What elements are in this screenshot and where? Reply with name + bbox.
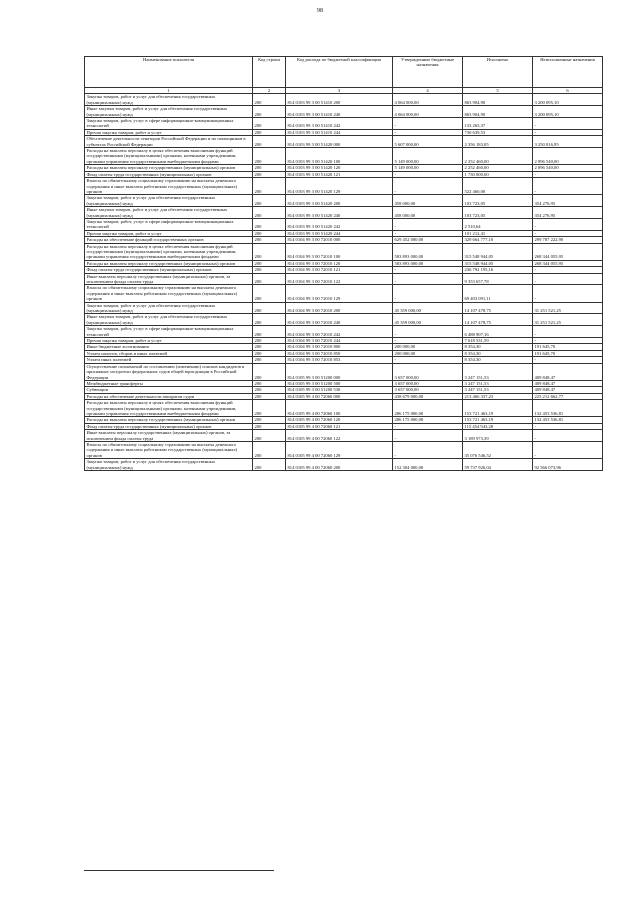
cell-unexecuted: 132 453 536,81 — [533, 417, 603, 423]
cell-executed: 14 107 478,75 — [463, 314, 533, 326]
cell-name: Иные закупки товаров, работ и услуг для обеспечения государственных (муниципальных) нужд — [85, 106, 253, 118]
cell-approved: 438 679 000,00 — [393, 393, 463, 399]
cell-unexecuted: - — [533, 357, 603, 363]
table-row — [85, 363, 603, 380]
column-number: 3 — [286, 88, 393, 94]
table-row — [85, 94, 603, 106]
cell-code: 200 — [253, 273, 286, 285]
cell-name: Взносы по обязательному социальному страхованию на выплаты денежного содержания и иные выплаты работникам государственных (муниципальных) органов — [85, 285, 253, 302]
cell-code: 200 — [253, 314, 286, 326]
cell-code: 200 — [253, 118, 286, 130]
cell-executed: 730 639,53 — [463, 129, 533, 135]
cell-kbk: 814 0103 99 3 00 51420 244 — [286, 230, 393, 236]
column-number: 6 — [533, 88, 603, 94]
cell-kbk: 814 0104 99 3 00 72010 129 — [286, 285, 393, 302]
cell-kbk: 814 0105 99 4 00 72060 200 — [286, 459, 393, 471]
cell-kbk: 814 0105 99 3 00 51200 530 — [286, 387, 393, 393]
cell-kbk: 814 0104 99 3 00 72010 100 — [286, 243, 393, 260]
cell-executed: 8 354,30 — [463, 350, 533, 356]
cell-name: Иные бюджетные ассигнования — [85, 344, 253, 350]
cell-unexecuted: - — [533, 218, 603, 230]
table-header-row — [85, 57, 603, 88]
cell-approved: 5 149 000,00 — [393, 148, 463, 165]
cell-name: Закупка товаров, работ, услуг в сфере информационно-коммуникационных технологий — [85, 118, 253, 130]
cell-name: Субвенции — [85, 387, 253, 393]
cell-executed: 3 247 151,53 — [463, 363, 533, 380]
cell-approved: - — [393, 338, 463, 344]
cell-approved: - — [393, 230, 463, 236]
cell-kbk: 814 0105 99 4 00 72060 122 — [286, 430, 393, 442]
cell-kbk: 814 0104 99 3 00 72010 240 — [286, 314, 393, 326]
cell-approved: - — [393, 441, 463, 458]
cell-name: Расходы на выплаты персоналу в целях обеспечения выполнения функций государственными (муниципальными) органами, казенными учреждениями, органами управления государственными внебюджетными фондами — [85, 148, 253, 165]
cell-kbk: 814 0103 99 3 00 51420 242 — [286, 218, 393, 230]
cell-executed: 101 212,41 — [463, 230, 533, 236]
cell-executed: 213 466 337,23 — [463, 393, 533, 399]
cell-kbk: 814 0103 99 3 00 51410 200 — [286, 94, 393, 106]
table-row — [85, 178, 603, 195]
cell-code: 200 — [253, 136, 286, 148]
table-body — [85, 94, 603, 471]
cell-kbk: 814 0103 99 3 00 51420 120 — [286, 165, 393, 171]
cell-unexecuted: 3 200 095,10 — [533, 106, 603, 118]
cell-name: Закупка товаров, работ и услуг для обеспечения государственных (муниципальных) нужд — [85, 94, 253, 106]
table-row — [85, 441, 603, 458]
cell-approved: 200 000,00 — [393, 350, 463, 356]
page-number: 98 — [317, 8, 323, 14]
cell-approved: - — [393, 273, 463, 285]
cell-unexecuted: - — [533, 441, 603, 458]
cell-name: Фонд оплаты труда государственных (муниципальных) органов — [85, 423, 253, 429]
cell-name: Закупка товаров, работ и услуг для обеспечения государственных (муниципальных) нужд — [85, 302, 253, 314]
cell-approved: - — [393, 118, 463, 130]
cell-unexecuted: 409 848,47 — [533, 380, 603, 386]
cell-executed: 7 618 531,59 — [463, 338, 533, 344]
table-row — [85, 148, 603, 165]
cell-code: 200 — [253, 243, 286, 260]
cell-executed: 9 353 657,78 — [463, 273, 533, 285]
cell-name: Иные закупки товаров, работ и услуг для обеспечения государственных (муниципальных) нужд — [85, 314, 253, 326]
table-row — [85, 243, 603, 260]
cell-kbk: 814 0104 99 3 00 72010 200 — [286, 302, 393, 314]
table-row — [85, 195, 603, 207]
cell-unexecuted: 354 276,95 — [533, 207, 603, 219]
cell-code: 200 — [253, 285, 286, 302]
cell-kbk: 814 0105 99 4 00 72060 120 — [286, 417, 393, 423]
cell-code: 200 — [253, 430, 286, 442]
cell-kbk: 814 0105 99 4 00 72060 100 — [286, 400, 393, 417]
cell-kbk: 814 0104 99 3 00 72010 850 — [286, 350, 393, 356]
table-row — [85, 400, 603, 417]
cell-name: Взносы по обязательному социальному страхованию на выплаты денежного содержания и иные выплаты работникам государственных (муниципальных) органов — [85, 441, 253, 458]
cell-approved: 583 893 000,00 — [393, 243, 463, 260]
cell-code: 200 — [253, 267, 286, 273]
cell-kbk: 814 0105 99 4 00 72060 121 — [286, 423, 393, 429]
cell-kbk: 814 0103 99 3 00 51410 240 — [286, 106, 393, 118]
cell-approved: - — [393, 285, 463, 302]
cell-unexecuted: 92 566 073,96 — [533, 459, 603, 471]
cell-unexecuted: 2 896 540,00 — [533, 148, 603, 165]
cell-unexecuted: 409 848,47 — [533, 387, 603, 393]
cell-executed: 8 354,30 — [463, 344, 533, 350]
column-number: 1 — [85, 88, 253, 94]
cell-executed: 2 510,64 — [463, 218, 533, 230]
cell-executed: 522 460,00 — [463, 178, 533, 195]
cell-name: Иные выплаты персоналу государственных (муниципальных) органов, за исключением фонда оплаты труда — [85, 273, 253, 285]
cell-name: Расходы на выплаты персоналу государственных (муниципальных) органов — [85, 165, 253, 171]
cell-approved: 5 149 000,00 — [393, 165, 463, 171]
cell-approved: - — [393, 267, 463, 273]
cell-kbk: 814 0104 99 3 00 72010 853 — [286, 357, 393, 363]
cell-executed: 69 403 091,11 — [463, 285, 533, 302]
table-row — [85, 430, 603, 442]
cell-unexecuted: - — [533, 326, 603, 338]
cell-code: 200 — [253, 94, 286, 106]
cell-name: Прочая закупка товаров, работ и услуг — [85, 230, 253, 236]
cell-name: Закупка товаров, работ и услуг для обеспечения государственных (муниципальных) нужд — [85, 195, 253, 207]
cell-approved: 45 359 000,00 — [393, 302, 463, 314]
cell-unexecuted: - — [533, 178, 603, 195]
cell-executed: 3 247 151,53 — [463, 380, 533, 386]
cell-kbk: 814 0104 99 3 00 72010 244 — [286, 338, 393, 344]
cell-code: 200 — [253, 302, 286, 314]
cell-unexecuted: 225 212 662,77 — [533, 393, 603, 399]
cell-code: 200 — [253, 237, 286, 243]
cell-name: Уплата налогов, сборов и иных платежей — [85, 350, 253, 356]
cell-code: 200 — [253, 106, 286, 118]
cell-executed: 1 730 000,00 — [463, 171, 533, 177]
cell-approved: - — [393, 430, 463, 442]
cell-executed: 3 189 973,39 — [463, 430, 533, 442]
cell-executed: 863 904,90 — [463, 94, 533, 106]
cell-executed: 103 723,05 — [463, 207, 533, 219]
cell-name: Обеспечение деятельности сенаторов Российской Федерации и их помощников в субъектах Российской Федерации — [85, 136, 253, 148]
table-row — [85, 118, 603, 130]
cell-code: 200 — [253, 380, 286, 386]
cell-approved: 458 000,00 — [393, 195, 463, 207]
cell-code: 200 — [253, 350, 286, 356]
cell-executed: 6 488 907,16 — [463, 326, 533, 338]
cell-unexecuted: 299 787 222,90 — [533, 237, 603, 243]
column-number: 2 — [253, 88, 286, 94]
cell-kbk: 814 0105 99 3 00 51200 500 — [286, 380, 393, 386]
table-row — [85, 285, 603, 302]
cell-code: 200 — [253, 171, 286, 177]
cell-approved: 286 175 000,00 — [393, 400, 463, 417]
cell-unexecuted: 31 251 521,25 — [533, 302, 603, 314]
header-budget-code: Код расхода по бюджетной классификации — [286, 57, 393, 88]
cell-unexecuted: - — [533, 171, 603, 177]
cell-name: Прочая закупка товаров, работ и услуг — [85, 338, 253, 344]
cell-executed: 133 265,37 — [463, 118, 533, 130]
cell-code: 200 — [253, 165, 286, 171]
cell-kbk: 814 0104 99 3 00 72010 000 — [286, 237, 393, 243]
cell-name: Расходы на выплаты персоналу государственных (муниципальных) органов — [85, 417, 253, 423]
cell-unexecuted: 132 453 536,81 — [533, 400, 603, 417]
cell-executed: 115 454 943,28 — [463, 423, 533, 429]
header-unexecuted: Неисполненные назначения — [533, 57, 603, 88]
cell-kbk: 814 0104 99 3 00 72010 122 — [286, 273, 393, 285]
cell-code: 200 — [253, 387, 286, 393]
cell-approved: - — [393, 129, 463, 135]
cell-approved: 458 000,00 — [393, 207, 463, 219]
cell-executed: 315 548 944,05 — [463, 260, 533, 266]
cell-kbk: 814 0103 99 3 00 51420 129 — [286, 178, 393, 195]
cell-kbk: 814 0105 99 4 00 72060 129 — [286, 441, 393, 458]
cell-code: 200 — [253, 417, 286, 423]
cell-unexecuted: - — [533, 267, 603, 273]
cell-executed: 8 354,30 — [463, 357, 533, 363]
cell-code: 200 — [253, 326, 286, 338]
cell-approved: 286 175 000,00 — [393, 417, 463, 423]
cell-approved: 5 607 000,00 — [393, 136, 463, 148]
column-number: 5 — [463, 88, 533, 94]
cell-unexecuted: 268 344 055,95 — [533, 243, 603, 260]
cell-kbk: 814 0104 99 3 00 72010 242 — [286, 326, 393, 338]
cell-name: Расходы на выплаты персоналу государственных (муниципальных) органов — [85, 260, 253, 266]
cell-approved: 152 304 000,00 — [393, 459, 463, 471]
header-line-code: Код строки — [253, 57, 286, 88]
header-indicator-name: Наименование показателя — [85, 57, 253, 88]
cell-code: 200 — [253, 363, 286, 380]
cell-kbk: 814 0105 99 4 00 72060 000 — [286, 393, 393, 399]
cell-code: 200 — [253, 459, 286, 471]
cell-name: Иные закупки товаров, работ и услуг для обеспечения государственных (муниципальных) нужд — [85, 207, 253, 219]
cell-executed: 236 792 195,16 — [463, 267, 533, 273]
column-number: 4 — [393, 88, 463, 94]
cell-code: 200 — [253, 178, 286, 195]
cell-unexecuted: 3 250 816,95 — [533, 136, 603, 148]
cell-approved: 3 657 000,00 — [393, 363, 463, 380]
footer-divider — [84, 870, 274, 871]
cell-executed: 2 252 460,00 — [463, 148, 533, 165]
cell-approved: 629 452 000,00 — [393, 237, 463, 243]
table-row — [85, 106, 603, 118]
cell-approved: - — [393, 423, 463, 429]
cell-unexecuted: - — [533, 423, 603, 429]
table-row — [85, 314, 603, 326]
cell-name: Фонд оплаты труда государственных (муниципальных) органов — [85, 171, 253, 177]
cell-approved: 3 657 000,00 — [393, 387, 463, 393]
cell-kbk: 814 0103 99 3 00 51420 100 — [286, 148, 393, 165]
cell-executed: 103 723,05 — [463, 195, 533, 207]
header-executed: Исполнено — [463, 57, 533, 88]
cell-approved: - — [393, 357, 463, 363]
cell-name: Расходы на выплаты персоналу в целях обеспечения выполнения функций государственными (муниципальными) органами, казенными учреждениями, органами управления государственными внебюджетными фондами — [85, 400, 253, 417]
cell-unexecuted: 2 896 540,00 — [533, 165, 603, 171]
cell-kbk: 814 0104 99 3 00 72010 800 — [286, 344, 393, 350]
table-row — [85, 136, 603, 148]
cell-executed: 315 548 944,05 — [463, 243, 533, 260]
cell-name: Межбюджетные трансферты — [85, 380, 253, 386]
table-row — [85, 302, 603, 314]
cell-executed: 3 247 151,53 — [463, 387, 533, 393]
cell-unexecuted: 191 645,70 — [533, 344, 603, 350]
table-row — [85, 459, 603, 471]
cell-unexecuted: 354 276,95 — [533, 195, 603, 207]
table-row — [85, 207, 603, 219]
table-row — [85, 326, 603, 338]
cell-approved: - — [393, 326, 463, 338]
cell-code: 200 — [253, 441, 286, 458]
cell-name: Закупка товаров, работ, услуг в сфере информационно-коммуникационных технологий — [85, 326, 253, 338]
cell-unexecuted: - — [533, 118, 603, 130]
budget-execution-table — [84, 56, 603, 471]
cell-name: Уплата иных платежей — [85, 357, 253, 363]
cell-unexecuted: 409 848,47 — [533, 363, 603, 380]
cell-code: 200 — [253, 400, 286, 417]
cell-unexecuted: 3 200 095,10 — [533, 94, 603, 106]
cell-kbk: 814 0105 99 3 00 51200 000 — [286, 363, 393, 380]
cell-name: Взносы по обязательному социальному страхованию на выплаты денежного содержания и иные выплаты работникам государственных (муниципальных) органов — [85, 178, 253, 195]
cell-kbk: 814 0103 99 3 00 51410 242 — [286, 118, 393, 130]
cell-code: 200 — [253, 129, 286, 135]
cell-approved: 45 359 000,00 — [393, 314, 463, 326]
cell-approved: 4 064 000,00 — [393, 94, 463, 106]
cell-approved: - — [393, 218, 463, 230]
cell-kbk: 814 0103 99 3 00 51420 240 — [286, 207, 393, 219]
cell-kbk: 814 0103 99 3 00 51420 000 — [286, 136, 393, 148]
cell-approved: - — [393, 178, 463, 195]
cell-code: 200 — [253, 338, 286, 344]
cell-kbk: 814 0104 99 3 00 72010 121 — [286, 267, 393, 273]
header-approved: Утвержденные бюджетные назначения — [393, 57, 463, 88]
cell-approved: 3 657 000,00 — [393, 380, 463, 386]
cell-code: 200 — [253, 195, 286, 207]
cell-name: Закупка товаров, работ, услуг в сфере информационно-коммуникационных технологий — [85, 218, 253, 230]
cell-executed: 329 664 777,10 — [463, 237, 533, 243]
cell-unexecuted: - — [533, 230, 603, 236]
cell-unexecuted: - — [533, 273, 603, 285]
cell-name: Иные выплаты персоналу государственных (муниципальных) органов, за исключением фонда оплаты труда — [85, 430, 253, 442]
cell-executed: 35 076 546,52 — [463, 441, 533, 458]
cell-executed: 14 107 478,75 — [463, 302, 533, 314]
cell-unexecuted: 268 344 055,95 — [533, 260, 603, 266]
cell-code: 200 — [253, 218, 286, 230]
cell-kbk: 814 0103 99 3 00 51420 200 — [286, 195, 393, 207]
cell-code: 200 — [253, 148, 286, 165]
cell-code: 200 — [253, 230, 286, 236]
cell-code: 200 — [253, 423, 286, 429]
cell-executed: 863 904,90 — [463, 106, 533, 118]
cell-approved: 200 000,00 — [393, 344, 463, 350]
cell-unexecuted: - — [533, 129, 603, 135]
cell-unexecuted: - — [533, 430, 603, 442]
cell-name: Закупка товаров, работ и услуг для обеспечения государственных (муниципальных) нужд — [85, 459, 253, 471]
cell-approved: 583 893 000,00 — [393, 260, 463, 266]
cell-kbk: 814 0104 99 3 00 72010 120 — [286, 260, 393, 266]
cell-executed: 2 252 460,00 — [463, 165, 533, 171]
cell-name: Расходы на обеспечение функций государственных органов — [85, 237, 253, 243]
cell-name: Осуществление полномочий по составлению (изменению) списков кандидатов в присяжные заседатели федеральных судов общей юрисдикции в Российской Федерации — [85, 363, 253, 380]
cell-code: 200 — [253, 260, 286, 266]
table-row — [85, 273, 603, 285]
cell-code: 200 — [253, 357, 286, 363]
cell-code: 200 — [253, 207, 286, 219]
cell-executed: 153 721 463,19 — [463, 417, 533, 423]
cell-name: Расходы на выплаты персоналу в целях обеспечения выполнения функций государственными (муниципальными) органами, казенными учреждениями, органами управления государственными внебюджетными фондами — [85, 243, 253, 260]
cell-unexecuted: 191 645,70 — [533, 350, 603, 356]
cell-name: Фонд оплаты труда государственных (муниципальных) органов — [85, 267, 253, 273]
cell-unexecuted: - — [533, 285, 603, 302]
cell-unexecuted: 31 251 521,25 — [533, 314, 603, 326]
cell-executed: 153 721 463,19 — [463, 400, 533, 417]
cell-approved: 4 064 000,00 — [393, 106, 463, 118]
cell-name: Прочая закупка товаров, работ и услуг — [85, 129, 253, 135]
cell-code: 200 — [253, 344, 286, 350]
cell-name: Расходы на обеспечение деятельности аппаратов судов — [85, 393, 253, 399]
cell-executed: 2 356 183,05 — [463, 136, 533, 148]
cell-unexecuted: - — [533, 338, 603, 344]
cell-kbk: 814 0103 99 3 00 51420 121 — [286, 171, 393, 177]
cell-kbk: 814 0103 99 3 00 51410 244 — [286, 129, 393, 135]
table-row — [85, 218, 603, 230]
cell-executed: 59 737 926,04 — [463, 459, 533, 471]
cell-code: 200 — [253, 393, 286, 399]
cell-approved: - — [393, 171, 463, 177]
